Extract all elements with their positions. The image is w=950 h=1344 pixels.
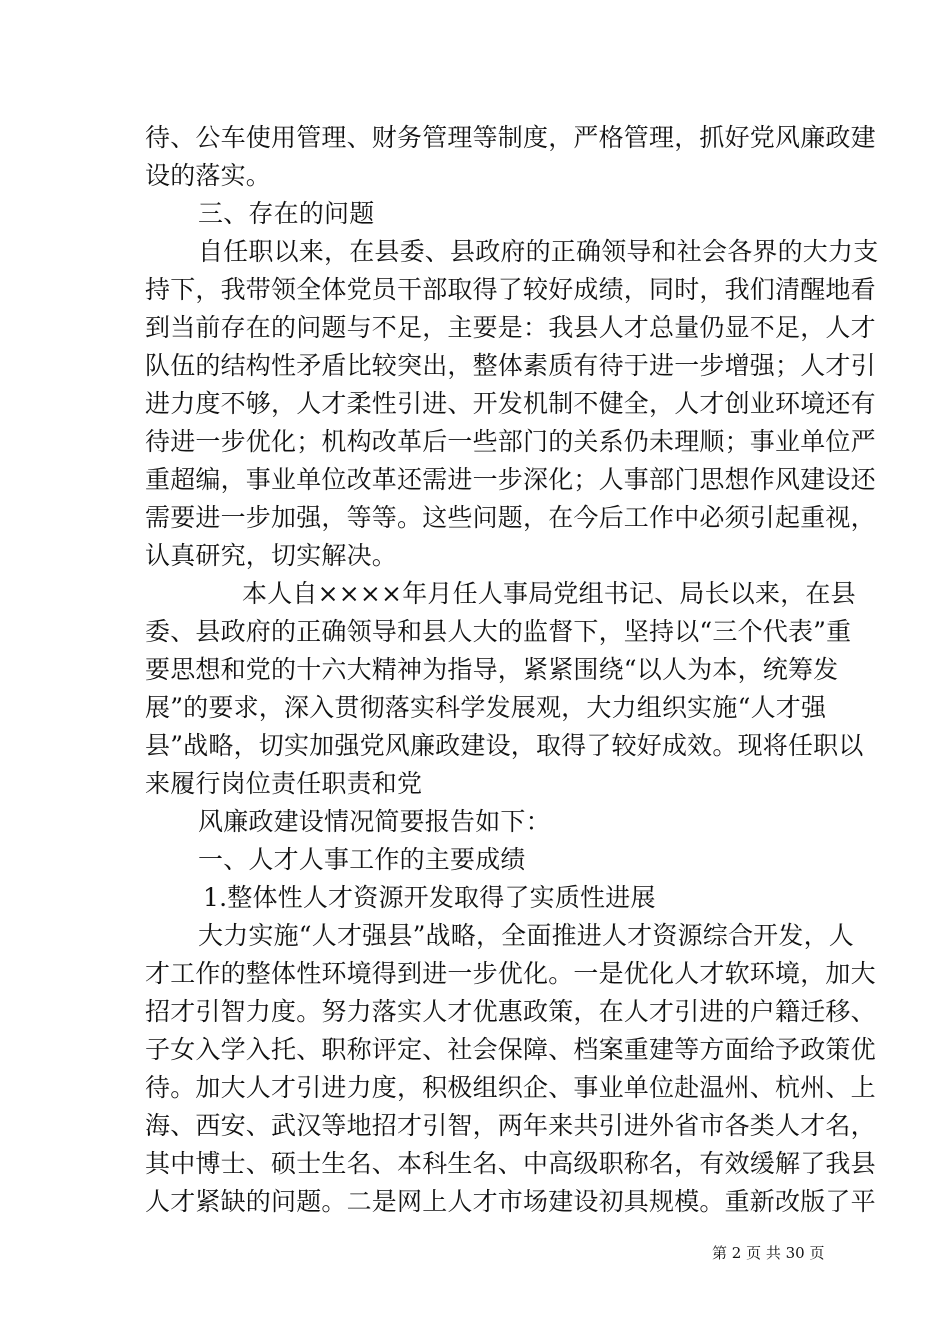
text-line: 持下，我带领全体党员干部取得了较好成绩，同时，我们清醒地看 [145, 275, 876, 304]
text-line: 委、县政府的正确领导和县人大的监督下，坚持以“三个代表”重 [145, 617, 852, 646]
text-line: 大力实施“人才强县”战略，全面推进人才资源综合开发，人 [198, 921, 854, 950]
text-line: 要思想和党的十六大精神为指导，紧紧围绕“以人为本，统筹发 [145, 655, 839, 684]
text-line: 队伍的结构性矛盾比较突出，整体素质有待于进一步增强；人才引 [145, 351, 876, 380]
text-line: 其中博士、硕士生名、本科生名、中高级职称名，有效缓解了我县 [145, 1149, 876, 1178]
text-line: 自任职以来，在县委、县政府的正确领导和社会各界的大力支 [198, 237, 879, 266]
subsection-heading: 1.整体性人才资源开发取得了实质性进展 [203, 883, 656, 912]
text-line: 招才引智力度。努力落实人才优惠政策，在人才引进的户籍迁移、 [145, 997, 876, 1026]
text-line: 重超编，事业单位改革还需进一步深化；人事部门思想作风建设还 [145, 465, 876, 494]
text-line: 认真研究，切实解决。 [145, 541, 398, 570]
text-line: 县”战略，切实加强党风廉政建设，取得了较好成效。现将任职以 [145, 731, 864, 760]
text-line: 才工作的整体性环境得到进一步优化。一是优化人才软环境，加大 [145, 959, 876, 988]
text-line: 需要进一步加强，等等。这些问题，在今后工作中必须引起重视， [145, 503, 876, 532]
text-line: 本人自××××年月任人事局党组书记、局长以来，在县 [242, 579, 856, 608]
section-heading: 三、存在的问题 [198, 199, 375, 228]
text-line: 待。加大人才引进力度，积极组织企、事业单位赴温州、杭州、上 [145, 1073, 876, 1102]
text-line: 待、公车使用管理、财务管理等制度，严格管理，抓好党风廉政建 [145, 123, 876, 152]
text-line: 来履行岗位责任职责和党 [145, 769, 423, 798]
text-line: 人才紧缺的问题。二是网上人才市场建设初具规模。重新改版了平 [145, 1187, 876, 1216]
text-line: 进力度不够，人才柔性引进、开发机制不健全，人才创业环境还有 [145, 389, 876, 418]
text-line: 待进一步优化；机构改革后一些部门的关系仍未理顺；事业单位严 [145, 427, 876, 456]
text-line: 到当前存在的问题与不足，主要是：我县人才总量仍显不足，人才 [145, 313, 876, 342]
text-line: 设的落实。 [145, 161, 272, 190]
text-line: 展”的要求，深入贯彻落实科学发展观，大力组织实施“人才强 [145, 693, 827, 722]
text-line: 子女入学入托、职称评定、社会保障、档案重建等方面给予政策优 [145, 1035, 876, 1064]
text-line: 风廉政建设情况简要报告如下： [198, 807, 551, 836]
text-line: 海、西安、武汉等地招才引智，两年来共引进外省市各类人才名， [145, 1111, 876, 1140]
section-heading: 一、人才人事工作的主要成绩 [198, 845, 526, 874]
page-number: 第 2 页 共 30 页 [712, 1244, 825, 1262]
